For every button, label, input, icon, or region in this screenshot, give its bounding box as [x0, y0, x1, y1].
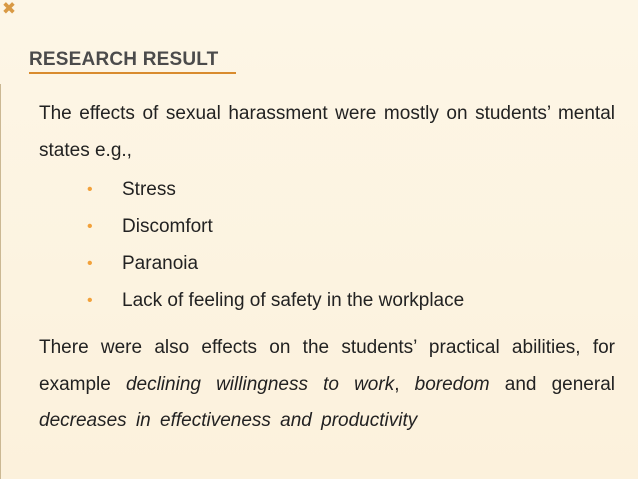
bullet-icon: •	[87, 218, 93, 235]
paragraph-mental-effects: The effects of sexual harassment were mostly on students’ mental states e.g.,	[39, 103, 615, 161]
bullet-item-stress	[87, 171, 464, 208]
bullet-item-discomfort	[87, 208, 464, 245]
paragraph-practical-effects	[39, 330, 615, 440]
bullet-icon: •	[87, 181, 93, 198]
bullet-item-lack-of-safety	[87, 282, 464, 319]
slide-left-border	[0, 84, 1, 479]
bullet-label: Lack of feeling of safety in the workplace	[122, 290, 465, 311]
bullet-icon: •	[87, 292, 93, 309]
emphasis-decreases: decreases in effectiveness and productivity	[39, 410, 418, 431]
separator-comma: ,	[394, 373, 415, 395]
x-mark-icon: ✖	[1, 0, 17, 19]
paragraph-lead: There were also effects on the students’ practical abilities, for example	[39, 337, 615, 395]
bullet-icon: •	[87, 255, 93, 272]
bullet-list	[87, 171, 464, 319]
bullet-label: Stress	[122, 179, 176, 200]
emphasis-boredom: boredom	[414, 373, 490, 395]
title-underline	[29, 72, 236, 74]
bullet-item-paranoia	[87, 245, 464, 282]
emphasis-declining-willingness: declining willingness to work	[125, 373, 395, 395]
slide-title: RESEARCH RESULT	[29, 49, 219, 70]
separator-and-general: and general	[489, 373, 615, 395]
bullet-label: Discomfort	[122, 216, 213, 237]
bullet-label: Paranoia	[122, 253, 199, 274]
